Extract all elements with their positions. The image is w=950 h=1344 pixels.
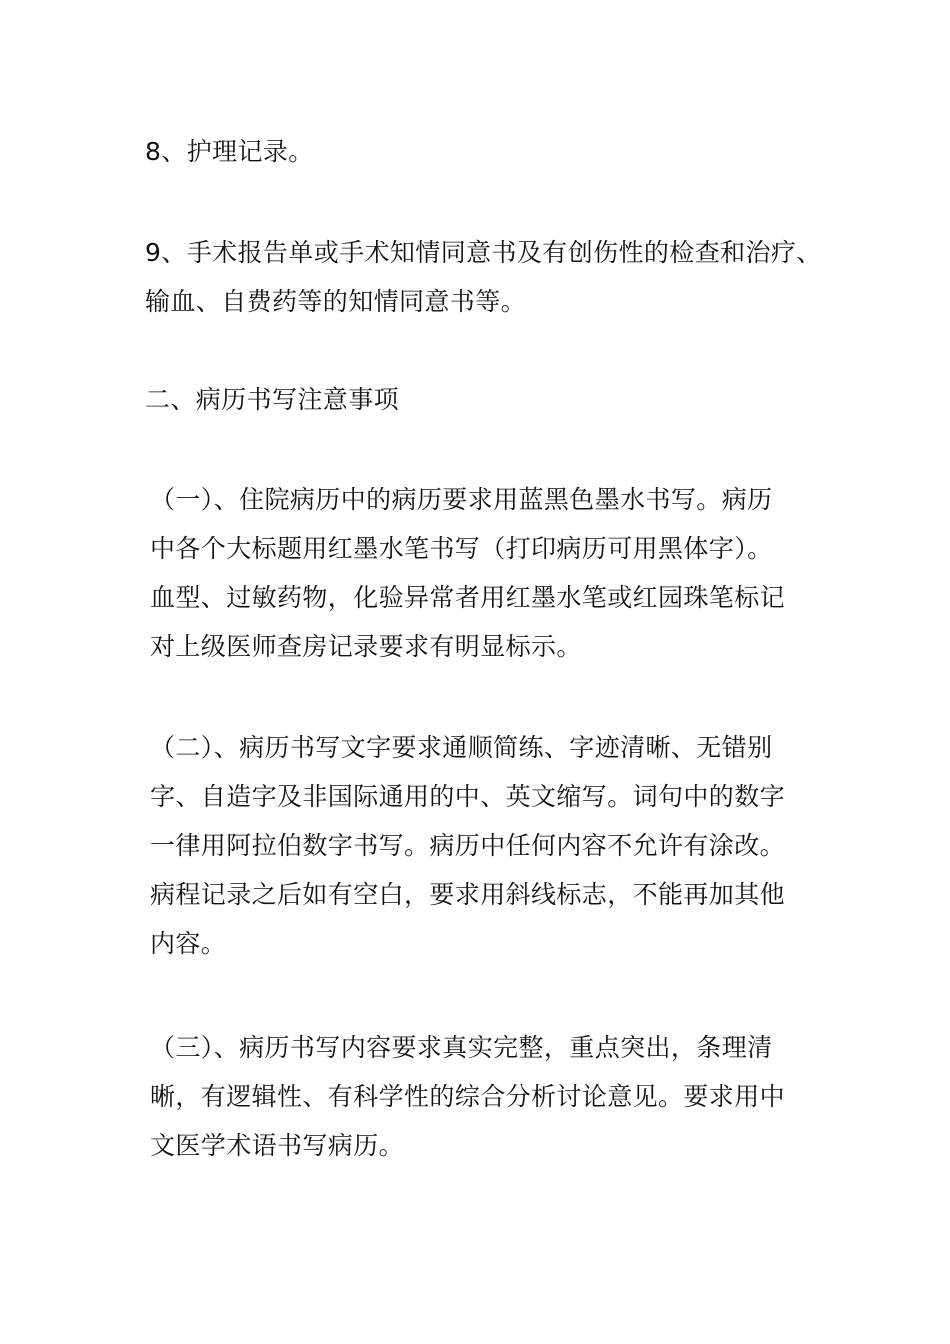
text-line: 血型、过敏药物，化验异常者用红墨水笔或红园珠笔标记	[150, 583, 786, 612]
text-line: 文医学术语书写病历。	[150, 1131, 405, 1160]
section-heading	[145, 375, 825, 424]
list-item-9	[145, 228, 825, 326]
text-line: （三）、病历书写内容要求真实完整，重点突出，条理清	[150, 1033, 773, 1062]
text-line: 病程记录之后如有空白，要求用斜线标志，不能再加其他	[150, 880, 786, 909]
text-line: （二）、病历书写文字要求通顺简练、字迹清晰、无错别	[150, 733, 773, 762]
heading-text: 二、病历书写注意事项	[145, 385, 400, 414]
text-line: 8、护理记录。	[145, 137, 314, 166]
list-item-8	[145, 127, 825, 176]
text-line: 中各个大标题用红墨水笔书写（打印病历可用黑体字）。	[150, 534, 773, 563]
paragraph-section-2	[150, 723, 830, 968]
text-line: 9、手术报告单或手术知情同意书及有创伤性的检查和治疗、	[145, 238, 822, 267]
text-line: 内容。	[150, 929, 227, 958]
paragraph-section-3	[150, 1023, 830, 1170]
text-line: 对上级医师查房记录要求有明显标示。	[150, 632, 582, 661]
paragraph-section-1	[150, 475, 830, 671]
text-line: 晰，有逻辑性、有科学性的综合分析讨论意见。要求用中	[150, 1082, 786, 1111]
text-line: 输血、自费药等的知情同意书等。	[145, 287, 527, 316]
text-line: （一）、住院病历中的病历要求用蓝黑色墨水书写。病历	[150, 485, 773, 514]
text-line: 字、自造字及非国际通用的中、英文缩写。词句中的数字	[150, 782, 786, 811]
text-line: 一律用阿拉伯数字书写。病历中任何内容不允许有涂改。	[150, 831, 786, 860]
